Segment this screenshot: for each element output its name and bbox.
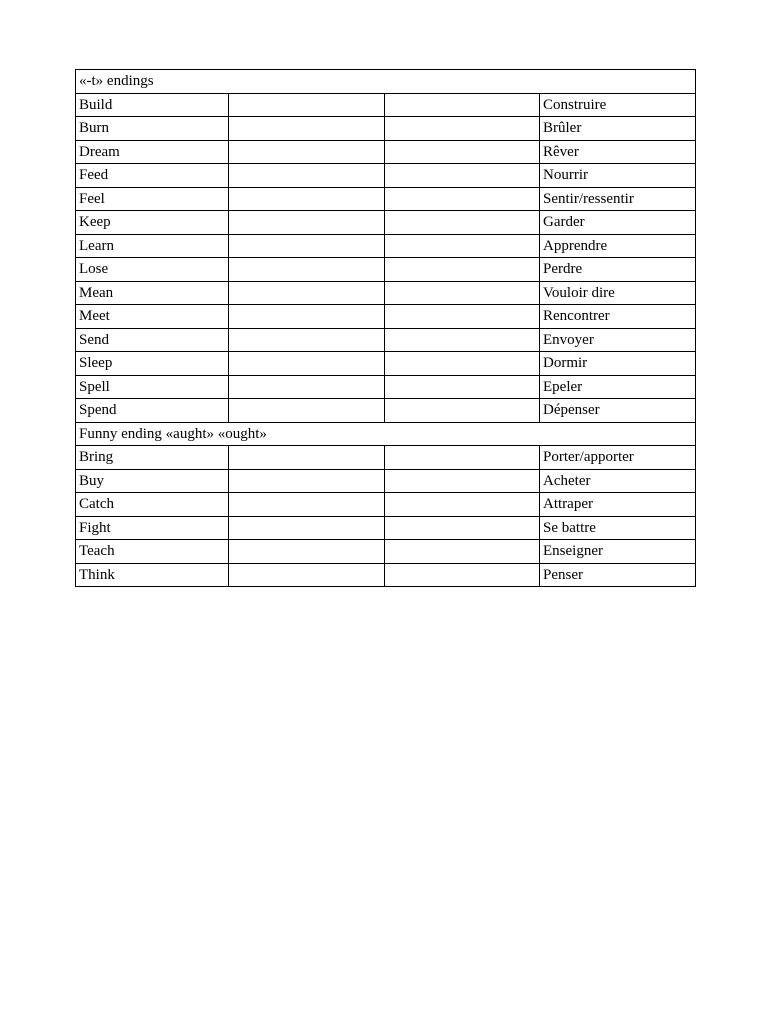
french-translation-cell: Dépenser bbox=[540, 399, 696, 423]
french-translation-cell: Attraper bbox=[540, 493, 696, 517]
french-translation-cell: Acheter bbox=[540, 469, 696, 493]
table-row bbox=[76, 375, 696, 399]
past-simple-cell[interactable] bbox=[229, 140, 385, 164]
table-row bbox=[76, 140, 696, 164]
english-verb-cell: Sleep bbox=[76, 352, 229, 376]
past-participle-cell[interactable] bbox=[385, 563, 540, 587]
past-participle-cell[interactable] bbox=[385, 93, 540, 117]
past-participle-cell[interactable] bbox=[385, 399, 540, 423]
table-row bbox=[76, 516, 696, 540]
table-row bbox=[76, 540, 696, 564]
past-simple-cell[interactable] bbox=[229, 540, 385, 564]
past-simple-cell[interactable] bbox=[229, 305, 385, 329]
table-row bbox=[76, 352, 696, 376]
french-translation-cell: Construire bbox=[540, 93, 696, 117]
past-participle-cell[interactable] bbox=[385, 328, 540, 352]
french-translation-cell: Rencontrer bbox=[540, 305, 696, 329]
english-verb-cell: Fight bbox=[76, 516, 229, 540]
past-participle-cell[interactable] bbox=[385, 187, 540, 211]
past-simple-cell[interactable] bbox=[229, 258, 385, 282]
french-translation-cell: Sentir/ressentir bbox=[540, 187, 696, 211]
past-simple-cell[interactable] bbox=[229, 399, 385, 423]
french-translation-cell: Dormir bbox=[540, 352, 696, 376]
past-participle-cell[interactable] bbox=[385, 375, 540, 399]
table-row bbox=[76, 493, 696, 517]
past-simple-cell[interactable] bbox=[229, 352, 385, 376]
french-translation-cell: Porter/apporter bbox=[540, 446, 696, 470]
table-row bbox=[76, 305, 696, 329]
past-participle-cell[interactable] bbox=[385, 164, 540, 188]
table-row bbox=[76, 117, 696, 141]
past-simple-cell[interactable] bbox=[229, 234, 385, 258]
english-verb-cell: Dream bbox=[76, 140, 229, 164]
past-simple-cell[interactable] bbox=[229, 164, 385, 188]
section-heading: «-t» endings bbox=[76, 70, 696, 94]
past-simple-cell[interactable] bbox=[229, 117, 385, 141]
past-simple-cell[interactable] bbox=[229, 469, 385, 493]
english-verb-cell: Feel bbox=[76, 187, 229, 211]
past-simple-cell[interactable] bbox=[229, 328, 385, 352]
english-verb-cell: Buy bbox=[76, 469, 229, 493]
table-row bbox=[76, 399, 696, 423]
french-translation-cell: Se battre bbox=[540, 516, 696, 540]
english-verb-cell: Bring bbox=[76, 446, 229, 470]
past-participle-cell[interactable] bbox=[385, 258, 540, 282]
english-verb-cell: Feed bbox=[76, 164, 229, 188]
past-participle-cell[interactable] bbox=[385, 516, 540, 540]
past-participle-cell[interactable] bbox=[385, 234, 540, 258]
section-heading: Funny ending «aught» «ought» bbox=[76, 422, 696, 446]
french-translation-cell: Nourrir bbox=[540, 164, 696, 188]
english-verb-cell: Burn bbox=[76, 117, 229, 141]
table-row bbox=[76, 211, 696, 235]
section-heading-row bbox=[76, 70, 696, 94]
past-simple-cell[interactable] bbox=[229, 446, 385, 470]
english-verb-cell: Keep bbox=[76, 211, 229, 235]
english-verb-cell: Spend bbox=[76, 399, 229, 423]
french-translation-cell: Penser bbox=[540, 563, 696, 587]
section-heading-row bbox=[76, 422, 696, 446]
past-simple-cell[interactable] bbox=[229, 211, 385, 235]
verb-table-container bbox=[75, 69, 695, 587]
past-participle-cell[interactable] bbox=[385, 140, 540, 164]
table-row bbox=[76, 563, 696, 587]
french-translation-cell: Garder bbox=[540, 211, 696, 235]
english-verb-cell: Spell bbox=[76, 375, 229, 399]
french-translation-cell: Vouloir dire bbox=[540, 281, 696, 305]
irregular-verbs-table bbox=[75, 69, 696, 587]
table-row bbox=[76, 187, 696, 211]
past-simple-cell[interactable] bbox=[229, 375, 385, 399]
french-translation-cell: Perdre bbox=[540, 258, 696, 282]
french-translation-cell: Enseigner bbox=[540, 540, 696, 564]
french-translation-cell: Envoyer bbox=[540, 328, 696, 352]
english-verb-cell: Lose bbox=[76, 258, 229, 282]
past-participle-cell[interactable] bbox=[385, 117, 540, 141]
english-verb-cell: Send bbox=[76, 328, 229, 352]
table-row bbox=[76, 234, 696, 258]
past-participle-cell[interactable] bbox=[385, 211, 540, 235]
table-row bbox=[76, 446, 696, 470]
past-participle-cell[interactable] bbox=[385, 446, 540, 470]
past-participle-cell[interactable] bbox=[385, 469, 540, 493]
table-row bbox=[76, 164, 696, 188]
past-simple-cell[interactable] bbox=[229, 281, 385, 305]
table-row bbox=[76, 93, 696, 117]
past-participle-cell[interactable] bbox=[385, 540, 540, 564]
past-participle-cell[interactable] bbox=[385, 281, 540, 305]
english-verb-cell: Think bbox=[76, 563, 229, 587]
past-simple-cell[interactable] bbox=[229, 93, 385, 117]
past-simple-cell[interactable] bbox=[229, 187, 385, 211]
table-row bbox=[76, 469, 696, 493]
table-row bbox=[76, 258, 696, 282]
past-participle-cell[interactable] bbox=[385, 352, 540, 376]
english-verb-cell: Learn bbox=[76, 234, 229, 258]
past-simple-cell[interactable] bbox=[229, 516, 385, 540]
english-verb-cell: Build bbox=[76, 93, 229, 117]
past-simple-cell[interactable] bbox=[229, 493, 385, 517]
table-row bbox=[76, 328, 696, 352]
verb-table-body bbox=[76, 70, 696, 587]
english-verb-cell: Mean bbox=[76, 281, 229, 305]
french-translation-cell: Brûler bbox=[540, 117, 696, 141]
past-participle-cell[interactable] bbox=[385, 493, 540, 517]
french-translation-cell: Rêver bbox=[540, 140, 696, 164]
table-row bbox=[76, 281, 696, 305]
french-translation-cell: Epeler bbox=[540, 375, 696, 399]
english-verb-cell: Meet bbox=[76, 305, 229, 329]
english-verb-cell: Teach bbox=[76, 540, 229, 564]
past-simple-cell[interactable] bbox=[229, 563, 385, 587]
english-verb-cell: Catch bbox=[76, 493, 229, 517]
past-participle-cell[interactable] bbox=[385, 305, 540, 329]
french-translation-cell: Apprendre bbox=[540, 234, 696, 258]
